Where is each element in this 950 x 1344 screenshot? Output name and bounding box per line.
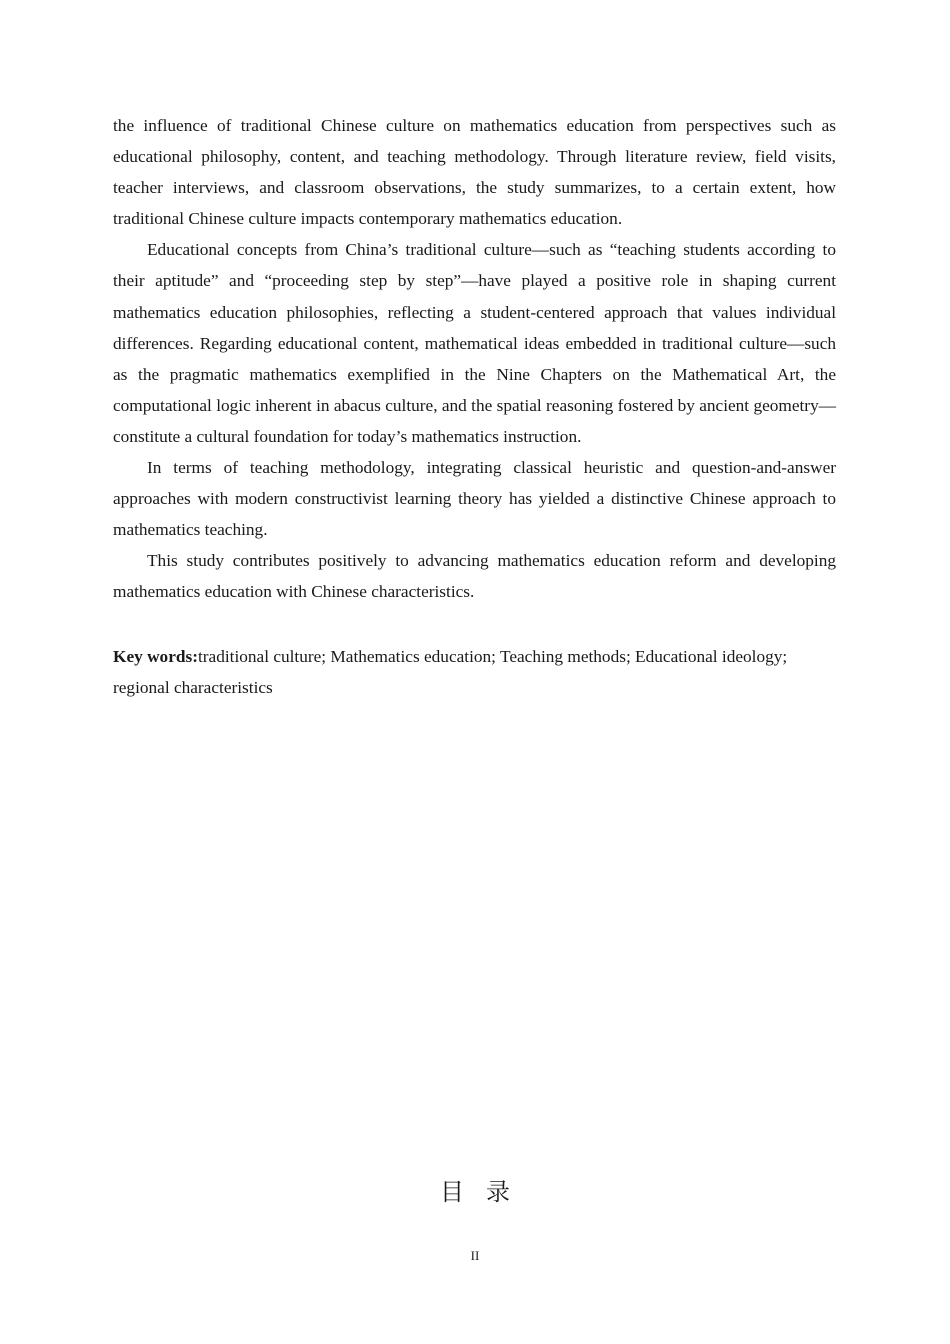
keywords-text: traditional culture; Mathematics education; Teaching methods; Educational ideology; regional characteristics [113,646,788,697]
abstract-paragraph-4: This study contributes positively to advancing mathematics education reform and developing mathematics education with Chinese characteristics. [113,551,836,602]
keywords-line [113,641,836,703]
table-of-contents-title: 目录 [440,1178,532,1206]
abstract-paragraph-1: the influence of traditional Chinese culture on mathematics education from perspectives such as educational philosophy, content, and teaching methodology. Through literature review, field visits, teacher interviews, and classroom observations, the study summarizes, to a certain extent, how traditional Chinese culture impacts contemporary mathematics education. [113,116,836,229]
abstract-paragraph-3: In terms of teaching methodology, integrating classical heuristic and question-and-answer approaches with modern constructivist learning theory has yielded a distinctive Chinese approach to mathematics teaching. [113,458,836,540]
abstract-body [113,110,836,703]
abstract-paragraph-2: Educational concepts from China’s traditional culture—such as “teaching students according to their aptitude” and “proceeding step by step”—have played a positive role in shaping current mathematics education philosophies, reflecting a student-centered approach that values individual differences. Regarding educational content, mathematical ideas embedded in traditional culture—such as the pragmatic mathematics exemplified in the Nine Chapters on the Mathematical Art, the computational logic inherent in abacus culture, and the spatial reasoning fostered by ancient geometry—constitute a cultural foundation for today’s mathematics instruction. [113,240,836,446]
page-number: II [470,1248,480,1263]
keywords-label: Key words: [113,646,198,666]
